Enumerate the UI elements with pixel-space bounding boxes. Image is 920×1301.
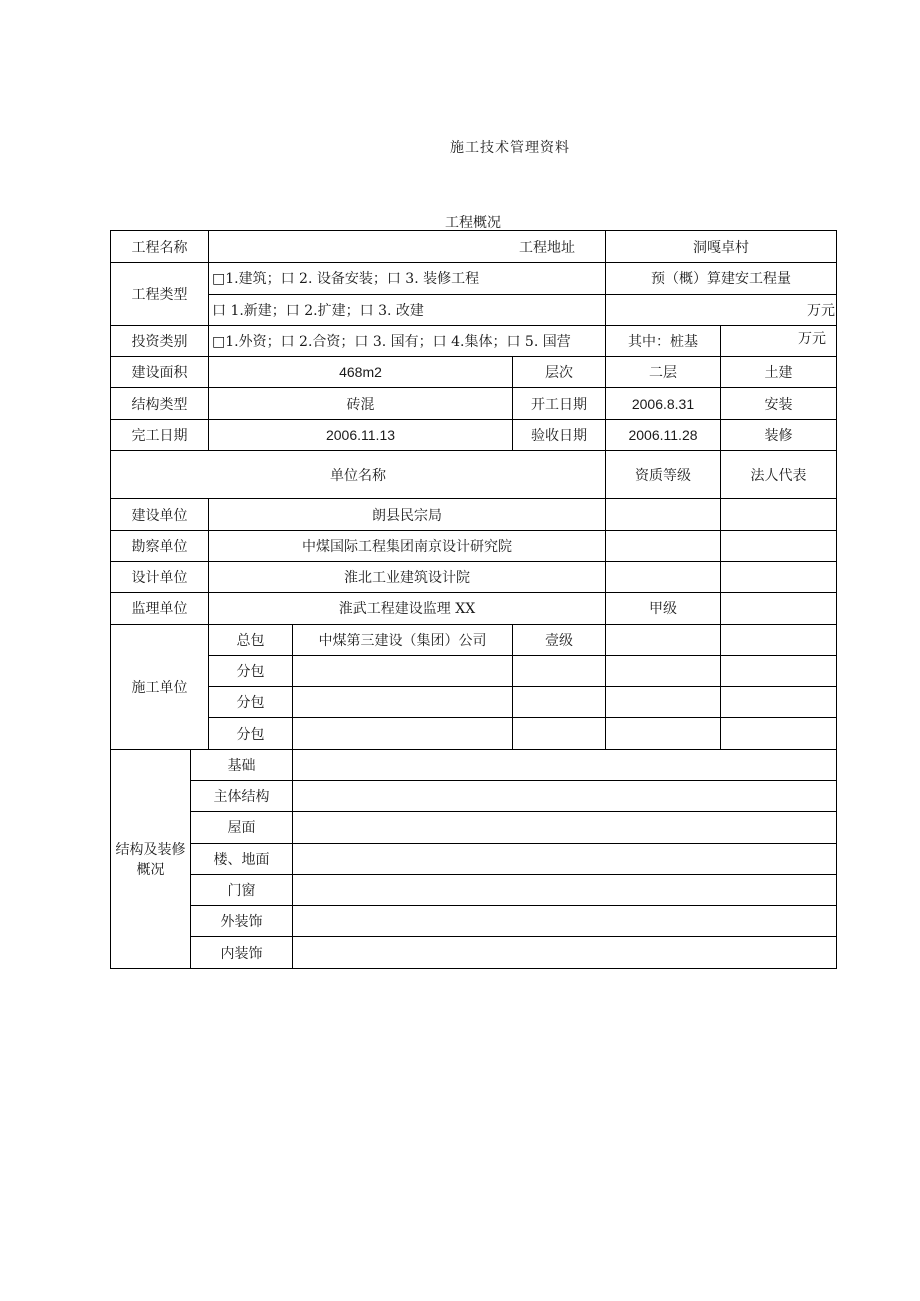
- construction-manager: [721, 624, 837, 655]
- construction-sub: 分包: [209, 655, 293, 686]
- units-grade-header: 资质等级: [606, 450, 721, 498]
- structure-label: [111, 749, 191, 968]
- construction-legal-rep: [606, 624, 721, 655]
- finish-date-value: 2006.11.13: [209, 419, 513, 450]
- structure-item: 内装饰: [191, 937, 293, 969]
- construction-manager: [721, 718, 837, 749]
- unit-legal-rep: [721, 562, 837, 593]
- construction-name: [293, 718, 513, 749]
- construction-legal-rep: [606, 687, 721, 718]
- pile-unit: 万元: [721, 325, 837, 356]
- accept-date-value: 2006.11.28: [606, 419, 721, 450]
- structure-value: [293, 874, 837, 905]
- construction-grade: [513, 687, 606, 718]
- start-date-value: 2006.8.31: [606, 388, 721, 419]
- project-type-line2: 口 1.新建；口 2.扩建；口 3. 改建: [209, 294, 606, 325]
- unit-grade: [606, 562, 721, 593]
- area-label: 建设面积: [111, 357, 209, 388]
- structure-item: 屋面: [191, 812, 293, 843]
- unit-grade: [606, 530, 721, 561]
- project-type-label: 工程类型: [111, 263, 209, 326]
- project-address-value: 洞嘎卓村: [606, 231, 837, 263]
- construction-manager: [721, 655, 837, 686]
- unit-role: 设计单位: [111, 562, 209, 593]
- structure-item: 楼、地面: [191, 843, 293, 874]
- unit-legal-rep: [721, 593, 837, 624]
- structure-value: [293, 843, 837, 874]
- project-overview-table: [110, 230, 837, 969]
- unit-grade: [606, 499, 721, 530]
- investment-label: 投资类别: [111, 325, 209, 356]
- project-address-label: 工程地址: [209, 231, 606, 263]
- project-type-line1: □1.建筑；口 2. 设备安装；口 3. 装修工程: [209, 263, 606, 294]
- document-title: 施工技术管理资料: [450, 140, 570, 156]
- structure-value: [293, 749, 837, 780]
- structure-value: [293, 812, 837, 843]
- construction-sub: 分包: [209, 687, 293, 718]
- project-name-label: 工程名称: [111, 231, 209, 263]
- unit-legal-rep: [721, 530, 837, 561]
- structure-item: 门窗: [191, 874, 293, 905]
- civil-label: 土建: [721, 357, 837, 388]
- unit-role: 建设单位: [111, 499, 209, 530]
- construction-label: 施工单位: [111, 624, 209, 749]
- construction-grade: 壹级: [513, 624, 606, 655]
- structure-item: 外装饰: [191, 906, 293, 937]
- unit-legal-rep: [721, 499, 837, 530]
- construction-sub: 分包: [209, 718, 293, 749]
- pile-label: 其中：桩基: [606, 325, 721, 356]
- structure-item: 基础: [191, 749, 293, 780]
- construction-grade: [513, 655, 606, 686]
- structure-type-label: 结构类型: [111, 388, 209, 419]
- construction-name: [293, 655, 513, 686]
- structure-value: [293, 906, 837, 937]
- construction-manager: [721, 687, 837, 718]
- structure-item: 主体结构: [191, 780, 293, 811]
- accept-date-label: 验收日期: [513, 419, 606, 450]
- structure-label-line1: 结构及装修: [115, 841, 186, 858]
- unit-name: 中煤国际工程集团南京设计研究院: [209, 530, 606, 561]
- construction-sub: 总包: [209, 624, 293, 655]
- structure-label-line2: 概况: [136, 861, 165, 878]
- investment-value: □1.外资；口 2.合资；口 3. 国有；口 4.集体；口 5. 国营: [209, 325, 606, 356]
- install-label: 安装: [721, 388, 837, 419]
- budget-unit: 万元: [606, 294, 837, 325]
- budget-label: 预（概）算建安工程量: [606, 263, 837, 294]
- construction-legal-rep: [606, 718, 721, 749]
- form-title: 工程概况: [445, 215, 501, 231]
- structure-type-value: 砖混: [209, 388, 513, 419]
- structure-value: [293, 937, 837, 969]
- unit-role: 勘察单位: [111, 530, 209, 561]
- decor-label: 装修: [721, 419, 837, 450]
- construction-name: 中煤第三建设（集团）公司: [293, 624, 513, 655]
- units-name-header: 单位名称: [111, 450, 606, 498]
- unit-name: 淮武工程建设监理 XX: [209, 593, 606, 624]
- finish-date-label: 完工日期: [111, 419, 209, 450]
- floors-label: 层次: [513, 357, 606, 388]
- floors-value: 二层: [606, 357, 721, 388]
- units-legal-rep-header: 法人代表: [721, 450, 837, 498]
- unit-name: 淮北工业建筑设计院: [209, 562, 606, 593]
- unit-role: 监理单位: [111, 593, 209, 624]
- unit-name: 朗县民宗局: [209, 499, 606, 530]
- start-date-label: 开工日期: [513, 388, 606, 419]
- construction-grade: [513, 718, 606, 749]
- area-value: 468m2: [209, 357, 513, 388]
- construction-legal-rep: [606, 655, 721, 686]
- structure-value: [293, 780, 837, 811]
- unit-grade: 甲级: [606, 593, 721, 624]
- construction-name: [293, 687, 513, 718]
